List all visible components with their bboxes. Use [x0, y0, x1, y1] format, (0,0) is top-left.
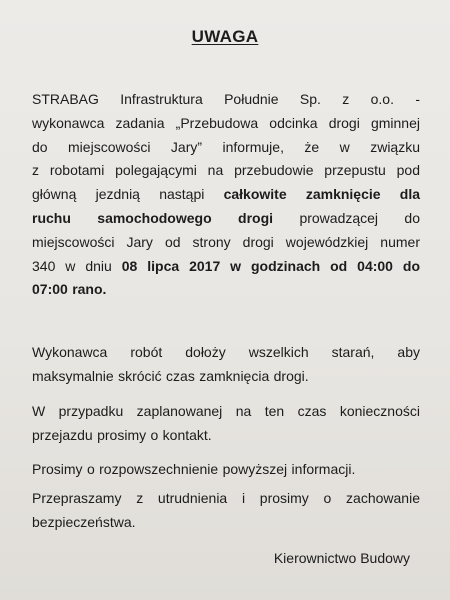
- paragraph-line: Prosimy o rozpowszechnienie powyższej informacji.: [32, 461, 356, 477]
- notice-title: UWAGA: [191, 27, 259, 46]
- notice-paragraph-apology: [32, 487, 420, 535]
- notice-paragraph-contact: [32, 400, 420, 448]
- line-segment: prowadzącej do: [299, 209, 421, 226]
- paragraph-line: do miejscowości Jary” informuje, że w związku: [32, 138, 420, 155]
- paragraph-line: STRABAG Infrastruktura Południe Sp. z o.o. -: [32, 91, 420, 107]
- paragraph-line: bezpieczeństwa.: [32, 513, 136, 530]
- paragraph-line: miejscowości Jary od strony drogi wojewódzkiej numer: [32, 233, 420, 250]
- line-segment-bold: 07:00 rano.: [32, 281, 107, 298]
- paragraph-line: z robotami polegającymi na przebudowie przepustu pod: [32, 162, 420, 179]
- notice-paragraph-share: [32, 458, 420, 482]
- line-segment-bold: 08 lipca 2017 w godzinach od 04:00 do: [121, 257, 421, 274]
- line-segment: 340 w dniu: [32, 257, 112, 274]
- paragraph-line: przejazdu prosimy o kontakt.: [32, 426, 212, 443]
- paragraph-line: wykonawca zadania „Przebudowa odcinka drogi gminnej: [32, 114, 420, 131]
- paragraph-line: Przepraszamy z utrudnienia i prosimy o zachowanie: [32, 490, 420, 506]
- paragraph-line: Wykonawca robót dołoży wszelkich starań, aby: [32, 344, 420, 360]
- notice-paragraph-announcement: [32, 88, 420, 302]
- paragraph-line: W przypadku zaplanowanej na ten czas konieczności: [32, 403, 420, 419]
- notice-signature: Kierownictwo Budowy: [273, 550, 410, 566]
- paragraph-line-bold: [32, 278, 420, 302]
- line-segment-bold: ruchu samochodowego drogi: [32, 209, 274, 226]
- notice-paragraph-effort: [32, 341, 420, 389]
- paragraph-line-mixed: [32, 207, 420, 231]
- paragraph-line-mixed: [32, 255, 420, 279]
- line-segment: główną jezdnią nastąpi: [32, 186, 205, 203]
- paragraph-line: maksymalnie skrócić czas zamknięcia drogi.: [32, 367, 309, 384]
- paragraph-line-mixed: [32, 183, 420, 207]
- line-segment-bold: całkowite zamknięcie dla: [223, 186, 421, 203]
